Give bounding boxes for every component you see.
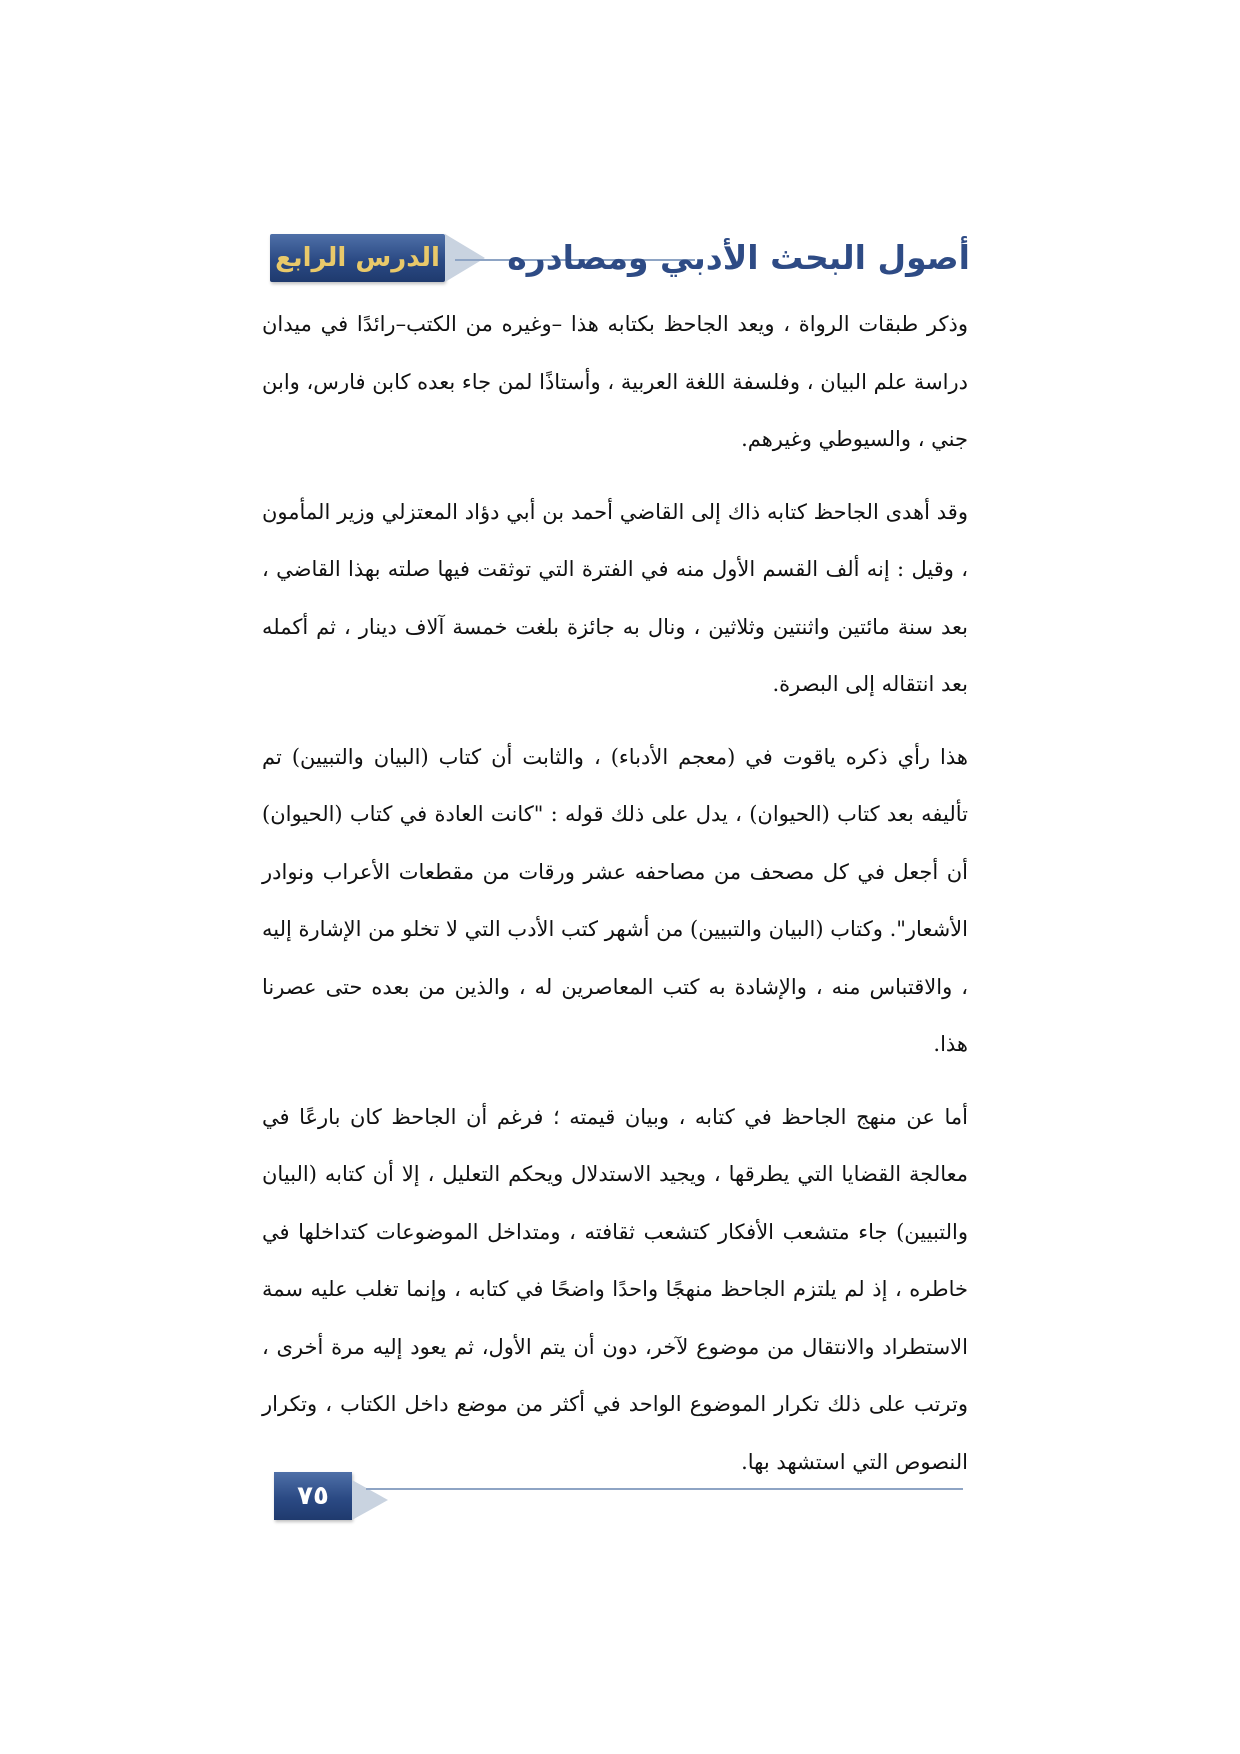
footer-wedge-decoration (352, 1480, 388, 1520)
paragraph: هذا رأي ذكره ياقوت في (معجم الأدباء) ، والثابت أن كتاب (البيان والتبيين) تم تأليفه بعد كتاب (الحيوان) ، يدل على ذلك قوله : "كانت العادة في كتاب (الحيوان) أن أجعل في كل مصحف من مصاحفه عشر ورقات من مقطعات الأعراب ونوادر الأشعار". وكتاب (البيان والتبيين) من أشهر كتب الأدب التي لا تخلو من الإشارة إليه ، والاقتباس منه ، والإشادة به كتب المعاصرين له ، والذين من بعده حتى عصرنا هذا. (262, 744, 968, 1056)
paragraph: وذكر طبقات الرواة ، ويعد الجاحظ بكتابه هذا –وغيره من الكتب–رائدًا في ميدان دراسة علم البيان ، وفلسفة اللغة العربية ، وأستاذًا لمن جاء بعده كابن فارس، وابن جني ، والسيوطي وغيرهم. (262, 312, 968, 451)
page-number: ٧٥ (274, 1472, 352, 1520)
book-title: أصول البحث الأدبي ومصادره (507, 238, 970, 277)
footer-divider (366, 1488, 963, 1490)
header-wedge-decoration (445, 234, 485, 282)
paragraph: أما عن منهج الجاحظ في كتابه ، وبيان قيمته ؛ فرغم أن الجاحظ كان بارعًا في معالجة القضايا التي يطرقها ، ويجيد الاستدلال ويحكم التعليل ، إلا أن كتابه (البيان والتبيين) جاء متشعب الأفكار كتشعب ثقافته ، ومتداخل الموضوعات كتداخلها في خاطره ، إذ لم يلتزم الجاحظ منهجًا واحدًا واضحًا في كتابه ، وإنما تغلب عليه سمة الاستطراد والانتقال من موضوع لآخر، دون أن يتم الأول، ثم يعود إليه مرة أخرى ، وترتب على ذلك تكرار الموضوع الواحد في أكثر من موضع داخل الكتاب ، وتكرار النصوص التي استشهد بها. (262, 1104, 968, 1474)
lesson-label: الدرس الرابع (270, 234, 445, 282)
paragraph: وقد أهدى الجاحظ كتابه ذاك إلى القاضي أحمد بن أبي دؤاد المعتزلي وزير المأمون ، وقيل : إنه ألف القسم الأول منه في الفترة التي توثقت فيها صلته بهذا القاضي ، بعد سنة مائتين واثنتين وثلاثين ، ونال به جائزة بلغت خمسة آلاف دينار ، ثم أكمله بعد انتقاله إلى البصرة. (262, 499, 968, 696)
body-text (262, 296, 968, 1506)
page-header (270, 228, 970, 288)
page-footer (274, 1472, 974, 1522)
